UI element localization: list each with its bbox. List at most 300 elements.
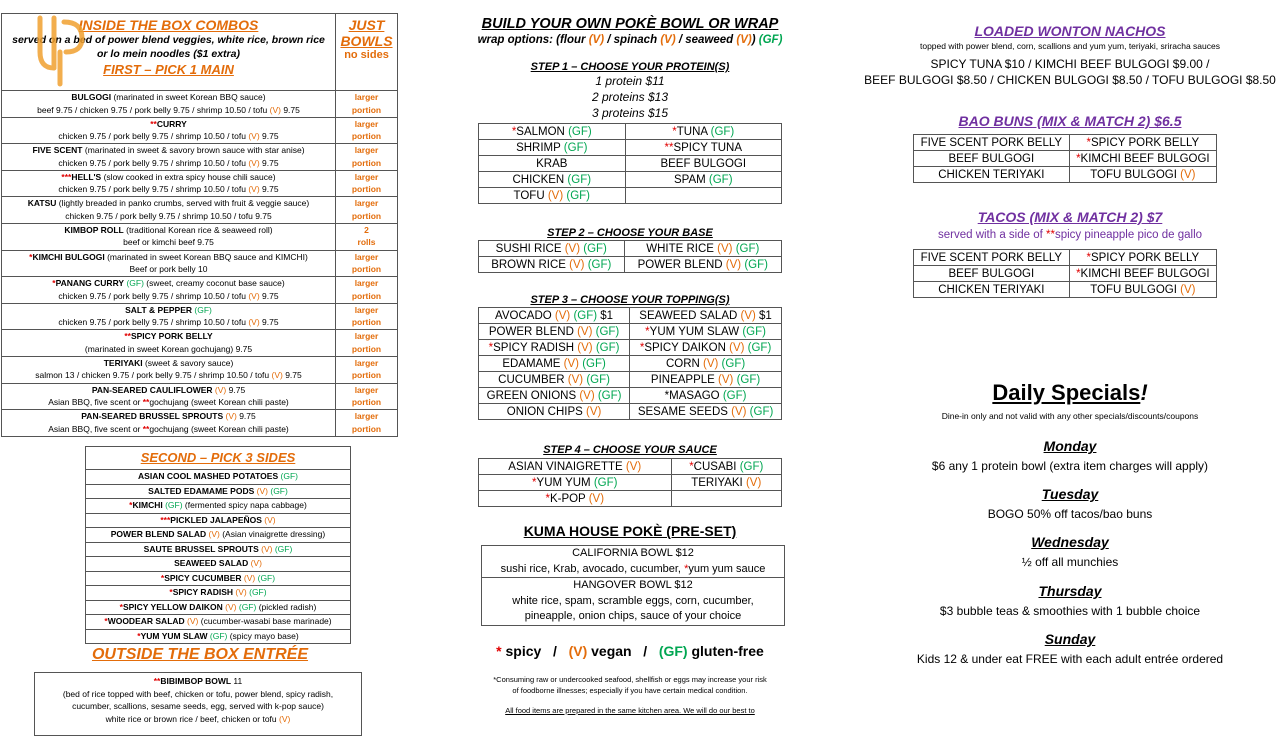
table-cell xyxy=(624,257,781,273)
side-item xyxy=(86,485,350,500)
kuma-logo-icon xyxy=(30,12,90,92)
vegan-marker: (V) xyxy=(577,341,596,354)
bibimbop-price: 11 xyxy=(231,676,243,686)
spicy-marker: * xyxy=(645,325,650,338)
side-item xyxy=(86,499,350,514)
item-name: TOFU xyxy=(513,189,548,202)
combo-name: CURRY xyxy=(156,118,187,129)
outside-box-section xyxy=(0,646,400,664)
item-name: FIVE SCENT PORK BELLY xyxy=(920,251,1063,264)
day-name: Tuesday xyxy=(1041,486,1099,502)
tacos-table xyxy=(913,249,1217,298)
side-desc: (fermented spicy napa cabbage) xyxy=(182,500,307,510)
item-name: EDAMAME xyxy=(502,357,564,370)
table-cell xyxy=(479,324,630,340)
table-row xyxy=(914,266,1217,282)
spicy-marker: ** xyxy=(142,423,150,434)
table-cell xyxy=(479,188,626,204)
side-name: YUM YUM SLAW xyxy=(140,630,210,641)
spicy-marker: * xyxy=(1086,251,1091,264)
item-name: SESAME SEEDS xyxy=(637,405,732,418)
bao-title: BAO BUNS (MIX & MATCH 2) $6.5 xyxy=(958,113,1182,129)
side-item xyxy=(86,528,350,543)
item-name: YUM YUM SLAW xyxy=(649,325,743,338)
day-special: $6 any 1 protein bowl (extra item charges will apply) xyxy=(931,459,1209,473)
side-item xyxy=(86,470,350,485)
combo-item xyxy=(2,330,397,357)
side-item xyxy=(86,615,350,630)
bibimbop-box xyxy=(34,672,362,736)
nachos-sub: topped with power blend, corn, scallions and yum yum, teriyaki, sriracha sauces xyxy=(919,41,1220,51)
side-name: SAUTE BRUSSEL SPROUTS xyxy=(143,543,262,554)
side-desc: (Asian vinaigrette dressing) xyxy=(219,529,326,539)
portion-note: larger portion xyxy=(351,92,382,115)
combo-price: 9.75 xyxy=(236,411,256,422)
side-name: SPICY YELLOW DAIKON xyxy=(122,601,226,612)
item-name: CUCUMBER xyxy=(498,373,568,386)
item-name: PINEAPPLE xyxy=(650,373,719,386)
special-day xyxy=(860,534,1280,569)
vegan-marker: (V) xyxy=(248,157,260,168)
table-cell xyxy=(479,372,630,388)
table-cell xyxy=(914,167,1070,183)
item-name: FIVE SCENT PORK BELLY xyxy=(920,136,1063,149)
spicy-marker: * xyxy=(137,630,141,641)
vegan-marker: (V) xyxy=(248,317,260,328)
side-item xyxy=(86,630,350,644)
vegan-marker: (V) xyxy=(547,189,567,202)
sides-box xyxy=(85,446,351,644)
vegan-marker: (V) xyxy=(740,309,756,322)
item-name: WHITE RICE xyxy=(646,242,718,255)
vegan-marker: (V) xyxy=(625,460,642,473)
side-name: SPICY CUCUMBER xyxy=(164,572,244,583)
spicy-marker: * xyxy=(689,460,694,473)
vegan-marker: (V) xyxy=(208,529,220,539)
spicy-marker: * xyxy=(29,251,33,262)
day-special: BOGO 50% off tacos/bao buns xyxy=(987,507,1153,521)
table-row xyxy=(479,188,782,204)
protein-table xyxy=(478,123,782,204)
side-name: PICKLED JALAPEÑOS xyxy=(170,514,265,525)
combo-name: PAN-SEARED BRUSSEL SPROUTS xyxy=(81,411,224,422)
gluten-free-marker: (GF) xyxy=(249,587,267,597)
topping-table xyxy=(478,307,782,420)
combo-item xyxy=(2,277,397,304)
item-name: CUSABI xyxy=(693,460,740,473)
spicy-marker: ** xyxy=(153,676,161,686)
vegan-marker: (V) xyxy=(248,131,260,142)
item-name: YUM YUM xyxy=(536,476,594,489)
gluten-free-marker: (GF) xyxy=(126,278,144,289)
spicy-marker: ** xyxy=(150,118,157,129)
portion-note: larger portion xyxy=(351,118,382,142)
combo-desc: (marinated in sweet & savory brown sauce with star anise) xyxy=(82,145,305,156)
table-cell xyxy=(1069,282,1216,298)
gluten-free-marker: (GF) xyxy=(587,258,612,271)
table-row xyxy=(479,491,782,507)
item-name: K-POP xyxy=(549,492,589,505)
gluten-free-marker: (GF) xyxy=(593,476,618,489)
spicy-marker: *** xyxy=(61,171,72,182)
table-row xyxy=(914,151,1217,167)
gluten-free-marker: (GF) xyxy=(744,258,768,271)
spicy-marker: * xyxy=(169,587,173,597)
spicy-marker: * xyxy=(1076,267,1081,280)
table-cell xyxy=(1069,135,1216,151)
item-name: CORN xyxy=(665,357,704,370)
sauce-table xyxy=(478,458,782,507)
combo-name: TERIYAKI xyxy=(103,357,143,368)
bibimbop-desc-2: cucumber, scallions, sesame seeds, egg, served with k-pop sauce) xyxy=(72,701,324,711)
item-name: BEEF BULGOGI xyxy=(948,267,1035,280)
item-name: POWER BLEND xyxy=(637,258,726,271)
combo-desc: (slow cooked in extra spicy house chili sauce) xyxy=(101,171,276,182)
spicy-marker: ** xyxy=(664,141,674,154)
special-day xyxy=(860,583,1280,618)
vegan-marker: (V) xyxy=(187,616,199,626)
vegan-marker: (V) xyxy=(248,184,260,195)
combo-prices: Beef or pork belly 10 xyxy=(129,264,208,275)
item-name: CHICKEN xyxy=(512,173,568,186)
combo-item xyxy=(2,144,397,171)
table-cell xyxy=(625,172,781,188)
item-name: CHICKEN TERIYAKI xyxy=(938,168,1045,181)
spicy-marker: * xyxy=(672,125,677,138)
side-item xyxy=(86,543,350,558)
portion-note: larger portion xyxy=(351,145,382,168)
spicy-marker: * xyxy=(160,572,165,583)
side-name: SALTED EDAMAME PODS xyxy=(148,485,257,496)
step4-title: STEP 4 – CHOOSE YOUR SAUCE xyxy=(543,444,717,456)
gluten-free-marker: (GF) xyxy=(573,309,598,322)
combo-name: KIMCHI BULGOGI xyxy=(32,251,105,262)
vegan-marker: (V) xyxy=(717,242,733,255)
table-cell xyxy=(479,241,625,257)
item-name: SPICY RADISH xyxy=(493,341,578,354)
side-item xyxy=(86,586,350,601)
table-cell xyxy=(479,388,630,404)
side-name: SEAWEED SALAD xyxy=(174,558,251,568)
spicy-marker: * xyxy=(488,341,494,354)
item-name: TERIYAKI xyxy=(691,476,746,489)
vegan-marker: (V) xyxy=(279,713,291,724)
day-name: Thursday xyxy=(1038,583,1102,599)
vegan-marker: (V) xyxy=(731,405,750,418)
table-cell xyxy=(914,151,1070,167)
combo-prices: Asian BBQ, five scent or **gochujang (sweet Korean chili paste) xyxy=(48,397,289,408)
vegan-marker: (V) xyxy=(225,601,237,612)
item-name: AVOCADO xyxy=(495,309,555,322)
gluten-free-marker: (GF) xyxy=(165,500,183,510)
gluten-free-marker: (GF) xyxy=(280,471,298,481)
gluten-free-marker: (GF) xyxy=(747,341,772,354)
table-cell xyxy=(914,135,1070,151)
vegan-marker: (V) xyxy=(745,476,762,489)
item-name: KIMCHI BEEF BULGOGI xyxy=(1080,152,1210,165)
table-cell xyxy=(479,459,672,475)
vegan-marker: (V) xyxy=(256,485,268,496)
table-row xyxy=(479,324,782,340)
vegan-marker: (V) xyxy=(554,309,574,322)
table-row xyxy=(479,404,782,420)
combos-title: INSIDE THE BOX COMBOS xyxy=(78,17,259,33)
side-item xyxy=(86,557,350,572)
bowls-label: BOWLS xyxy=(340,33,393,49)
vegan-marker: (V) xyxy=(214,384,227,395)
combo-name: PAN-SEARED CAULIFLOWER xyxy=(91,384,213,395)
gluten-free-marker: (GF) xyxy=(597,389,622,402)
combo-desc: (marinated in sweet Korean BBQ sauce and KIMCHI) xyxy=(104,251,308,262)
table-row xyxy=(479,356,782,372)
bao-table xyxy=(913,134,1217,183)
gluten-free-marker: (GF) xyxy=(583,242,607,255)
step1-title: STEP 1 – CHOOSE YOUR PROTEIN(S) xyxy=(530,61,730,73)
combo-item xyxy=(2,357,397,384)
combo-prices: chicken 9.75 / pork belly 9.75 / shrimp 10.50 / tofu 9.75 xyxy=(65,210,272,221)
portion-note: larger portion xyxy=(351,278,382,301)
combo-prices: chicken 9.75 / pork belly 9.75 / shrimp 10.50 / tofu (V) 9.75 xyxy=(58,290,279,301)
table-cell xyxy=(479,124,626,140)
item-name: CHICKEN TERIYAKI xyxy=(938,283,1045,296)
tacos-title: TACOS (MIX & MATCH 2) $7 xyxy=(977,209,1163,225)
combo-item xyxy=(2,251,397,278)
item-name: ONION CHIPS xyxy=(506,405,587,418)
table-cell xyxy=(630,308,782,324)
gluten-free-marker: (GF) xyxy=(238,601,257,612)
table-cell xyxy=(625,156,781,172)
spicy-marker: * xyxy=(511,125,517,138)
table-row xyxy=(479,475,782,491)
gluten-free-marker: (GF) xyxy=(582,357,606,370)
table-cell xyxy=(671,491,781,507)
item-name: SEAWEED SALAD xyxy=(639,309,741,322)
pick-main-heading: FIRST – PICK 1 MAIN xyxy=(103,62,234,77)
vegan-marker: (V) xyxy=(577,325,596,338)
table-cell xyxy=(479,491,672,507)
combos-subtitle: served on a bed of power blend veggies, white rice, brown rice xyxy=(12,34,325,46)
spicy-marker: ** xyxy=(142,397,150,408)
special-day xyxy=(860,438,1280,473)
gluten-free-marker: (GF) xyxy=(566,189,590,202)
table-row xyxy=(479,124,782,140)
gluten-free-marker: (GF) xyxy=(721,357,746,370)
vegan-marker: (V) xyxy=(225,411,237,422)
side-item xyxy=(86,514,350,529)
table-cell xyxy=(630,324,782,340)
vegan-marker: (V) xyxy=(563,357,583,370)
table-cell xyxy=(630,404,782,420)
no-sides-label: no sides xyxy=(344,49,389,61)
combo-desc: (sweet & savory sauce) xyxy=(142,357,234,368)
vegan-marker: (V) xyxy=(564,242,581,255)
gluten-free-marker: (GF) xyxy=(722,389,747,402)
vegan-marker: (V) xyxy=(1180,168,1196,181)
portion-note: larger portion xyxy=(351,384,382,408)
special-day xyxy=(860,631,1280,666)
table-cell xyxy=(914,266,1070,282)
combo-prices: chicken 9.75 / pork belly 9.75 / shrimp 10.50 / tofu (V) 9.75 xyxy=(58,184,279,195)
spicy-marker: *** xyxy=(160,514,171,525)
vegan-marker: (V) xyxy=(264,514,276,525)
gluten-free-marker: (GF) xyxy=(735,242,760,255)
table-row xyxy=(479,340,782,356)
item-price: $1 xyxy=(597,309,614,322)
spicy-marker: * xyxy=(104,616,108,626)
step2-title: STEP 2 – CHOOSE YOUR BASE xyxy=(547,227,713,239)
combo-prices: Asian BBQ, five scent or **gochujang (sweet Korean chili paste) xyxy=(48,423,289,434)
table-cell xyxy=(625,124,781,140)
kuma-presets xyxy=(481,545,785,626)
table-cell xyxy=(914,282,1070,298)
combo-name: KATSU xyxy=(27,198,57,209)
table-row xyxy=(479,156,782,172)
table-cell xyxy=(479,475,672,491)
portion-note: larger portion xyxy=(351,357,382,381)
combo-name: PANANG CURRY xyxy=(55,278,125,289)
vegan-marker: (V) xyxy=(586,405,602,418)
item-name: SUSHI RICE xyxy=(495,242,565,255)
table-row xyxy=(914,250,1217,266)
table-cell xyxy=(671,459,781,475)
table-cell xyxy=(1069,167,1216,183)
item-name: POWER BLEND xyxy=(488,325,578,338)
gluten-free-marker: (GF) xyxy=(710,125,735,138)
item-name: SPAM xyxy=(673,173,709,186)
table-row xyxy=(479,308,782,324)
item-price: $1 xyxy=(755,309,772,322)
side-name: POWER BLEND SALAD xyxy=(110,529,209,539)
table-cell xyxy=(479,340,630,356)
hangover-bowl: HANGOVER BOWL $12 white rice, spam, scramble eggs, corn, cucumber, pineapple, onion chips, sauce of your choice xyxy=(512,579,754,622)
day-name: Sunday xyxy=(1044,631,1096,647)
gluten-free-marker: (GF) xyxy=(749,405,774,418)
kuma-title: KUMA HOUSE POKÈ (PRE-SET) xyxy=(523,523,737,539)
combo-prices: beef 9.75 / chicken 9.75 / pork belly 9.75 / shrimp 10.50 / tofu (V) 9.75 xyxy=(37,104,300,115)
vegan-marker: (V) xyxy=(261,543,273,554)
combo-item xyxy=(2,304,397,331)
combo-prices: beef or kimchi beef 9.75 xyxy=(123,237,214,248)
special-day xyxy=(860,486,1280,521)
table-cell xyxy=(630,372,782,388)
item-name: TOFU BULGOGI xyxy=(1090,283,1181,296)
item-name: KRAB xyxy=(536,157,568,170)
table-cell xyxy=(671,475,781,491)
bibimbop-desc-1: (bed of rice topped with beef, chicken or tofu, power blend, spicy radish, xyxy=(62,688,334,699)
vegan-marker: (V) xyxy=(718,373,737,386)
gluten-free-marker: (GF) xyxy=(736,373,761,386)
spicy-marker: * xyxy=(639,341,645,354)
combo-prices: (marinated in sweet Korean gochujang) 9.75 xyxy=(84,343,253,354)
side-item xyxy=(86,601,350,616)
item-name: BEEF BULGOGI xyxy=(948,152,1035,165)
vegan-marker: (V) xyxy=(567,373,587,386)
portion-note: larger portion xyxy=(351,304,382,328)
specials-title: Daily Specials xyxy=(992,380,1141,405)
combo-name: FIVE SCENT xyxy=(32,145,83,156)
combo-name: BULGOGI xyxy=(71,92,112,102)
table-cell xyxy=(914,250,1070,266)
combo-desc: (traditional Korean rice & seaweed roll) xyxy=(123,224,273,235)
item-name: KIMCHI BEEF BULGOGI xyxy=(1080,267,1210,280)
table-cell xyxy=(1069,250,1216,266)
vegan-marker: (V) xyxy=(1180,283,1196,296)
build-title: BUILD YOUR OWN POKÈ BOWL OR WRAP xyxy=(481,16,779,32)
table-row xyxy=(914,167,1217,183)
sides-title: SECOND – PICK 3 SIDES xyxy=(140,450,296,465)
gluten-free-marker: (GF) xyxy=(257,572,276,583)
item-name: BROWN RICE xyxy=(491,258,570,271)
gluten-free-marker: (GF) xyxy=(586,373,610,386)
table-row xyxy=(914,282,1217,298)
vegan-marker: (V) xyxy=(243,572,256,583)
item-name: SALMON xyxy=(516,125,569,138)
portion-note: larger portion xyxy=(351,198,382,221)
disclaimer: *Consuming raw or undercooked seafood, shellfish or eggs may increase your risk of foodborne illnesses; especially if you have certain medical condition. All food items are prepared in the same kitchen area. We will do our best to xyxy=(493,675,767,715)
day-name: Monday xyxy=(1043,438,1097,454)
table-row xyxy=(479,140,782,156)
gluten-free-marker: (GF) xyxy=(739,460,764,473)
table-cell xyxy=(630,340,782,356)
sides-list xyxy=(86,470,350,643)
table-row xyxy=(479,241,782,257)
side-name: KIMCHI xyxy=(132,500,166,510)
portion-note: larger portion xyxy=(351,171,382,195)
table-row xyxy=(479,372,782,388)
item-name: ASIAN VINAIGRETTE xyxy=(508,460,626,473)
gluten-free-marker: (GF) xyxy=(708,173,733,186)
spicy-marker: * xyxy=(129,500,133,510)
combo-prices: chicken 9.75 / pork belly 9.75 / shrimp 10.50 / tofu (V) 9.75 xyxy=(58,131,279,142)
table-cell xyxy=(479,156,626,172)
gluten-free-marker: (GF) xyxy=(194,304,212,315)
combo-item xyxy=(2,224,397,251)
spicy-marker: * xyxy=(1086,136,1091,149)
vegan-marker: (V) xyxy=(269,104,281,115)
table-row xyxy=(479,388,782,404)
gluten-free-marker: (GF) xyxy=(209,630,228,641)
california-bowl: CALIFORNIA BOWL $12 sushi rice, Krab, avocado, cucumber, *yum yum sauce xyxy=(482,546,784,578)
table-cell xyxy=(479,404,630,420)
table-cell xyxy=(479,356,630,372)
table-row xyxy=(479,459,782,475)
item-name: *MASAGO xyxy=(664,389,723,402)
gluten-free-marker: (GF) xyxy=(270,485,288,496)
combo-item xyxy=(2,384,397,411)
spicy-marker: ** xyxy=(124,331,131,342)
gluten-free-marker: (GF) xyxy=(595,341,620,354)
wrap-options: wrap options: (flour (V) / spinach (V) / seaweed (V)) (GF) xyxy=(477,34,783,46)
vegan-marker: (V) xyxy=(579,389,598,402)
side-name: WOODEAR SALAD xyxy=(107,616,188,626)
spicy-marker: * xyxy=(1076,152,1081,165)
bibimbop-options: white rice or brown rice / beef, chicken or tofu xyxy=(105,713,280,724)
item-name: SHRIMP xyxy=(516,141,564,154)
combo-name: KIMBOP ROLL xyxy=(64,224,124,235)
table-cell xyxy=(630,388,782,404)
side-desc: (cucumber-wasabi base marinade) xyxy=(198,616,332,626)
side-name: ASIAN COOL MASHED POTATOES xyxy=(138,471,281,481)
gluten-free-marker: (GF) xyxy=(568,125,592,138)
table-cell xyxy=(624,241,781,257)
table-cell xyxy=(1069,266,1216,282)
step3-title: STEP 3 – CHOOSE YOUR TOPPING(S) xyxy=(530,294,730,306)
just-label: JUST xyxy=(348,17,385,33)
item-name: BEEF BULGOGI xyxy=(660,157,747,170)
protein-prices: 1 protein $11 2 proteins $13 3 proteins $15 xyxy=(591,74,669,120)
spicy-marker: * xyxy=(52,278,56,289)
spicy-marker: * xyxy=(532,476,537,489)
